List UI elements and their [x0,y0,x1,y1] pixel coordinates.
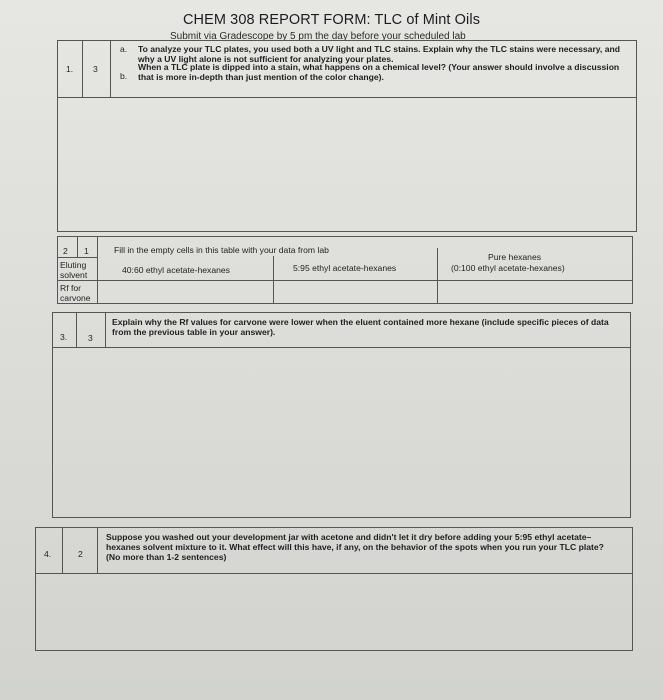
q3-points: 3 [88,333,93,343]
q2-col-pure-hexanes: Pure hexanes [488,252,542,262]
q4-points: 2 [78,549,83,559]
q1-part-b-text: When a TLC plate is dipped into a stain, what happens on a chemical level? (Your answer should involve a discussion that is more in-depth than just mention of the color change). [138,62,620,82]
q4-text-plain: Suppose you washed out your development jar with acetone and didn't let it dry before adding your 5:95 ethyl acetate–hexanes solvent mixture to it. [106,532,592,552]
q4-number: 4. [44,549,52,559]
q3-answer-area[interactable] [54,349,629,516]
q1-answer-area[interactable] [59,99,635,230]
page-subtitle: Submit via Gradescope by 5 pm the day before your scheduled lab [170,31,466,42]
q3-number: 3. [60,332,68,342]
q1-part-b-label: b. [120,71,128,81]
q4-question-text [106,532,618,562]
q2-row-rf-carvone: Rf for carvone [60,283,91,303]
q1-part-a-label: a. [120,44,128,54]
q2-number: 2 [63,246,68,256]
q2-col-40-60: 40:60 ethyl acetate-hexanes [122,265,230,275]
q2-points: 1 [84,246,89,256]
q4-answer-area[interactable] [37,575,631,649]
q2-rf-input-5-95[interactable] [275,282,435,302]
q2-rf-input-40-60[interactable] [99,282,271,302]
q4-text-tail: (No more than 1-2 sentences) [106,552,227,562]
q2-row-eluting-solvent: Eluting solvent [60,260,88,280]
q1-part-a-text: To analyze your TLC plates, you used both a UV light and TLC stains. Explain why the TLC stains were necessary, and why a UV light alone is not sufficient for analyzing your plates. [138,44,620,64]
q1-number: 1. [66,64,74,74]
page-title: CHEM 308 REPORT FORM: TLC of Mint Oils [182,12,481,28]
q2-rf-input-hexanes[interactable] [439,282,631,302]
q3-question-text: Explain why the Rf values for carvone were lower when the eluent contained more hexane (include specific pieces of data from the previous table in your answer). [112,317,609,337]
q4-text-bold: What effect will this have, if any, on the behavior of the spots when you run your TLC plate? [229,542,604,552]
q2-col-5-95: 5:95 ethyl acetate-hexanes [293,263,397,273]
q2-instruction: Fill in the empty cells in this table with your data from lab [114,245,329,255]
q1-points: 3 [93,64,98,74]
q2-col-pure-hexanes-ratio: (0:100 ethyl acetate-hexanes) [451,263,565,273]
